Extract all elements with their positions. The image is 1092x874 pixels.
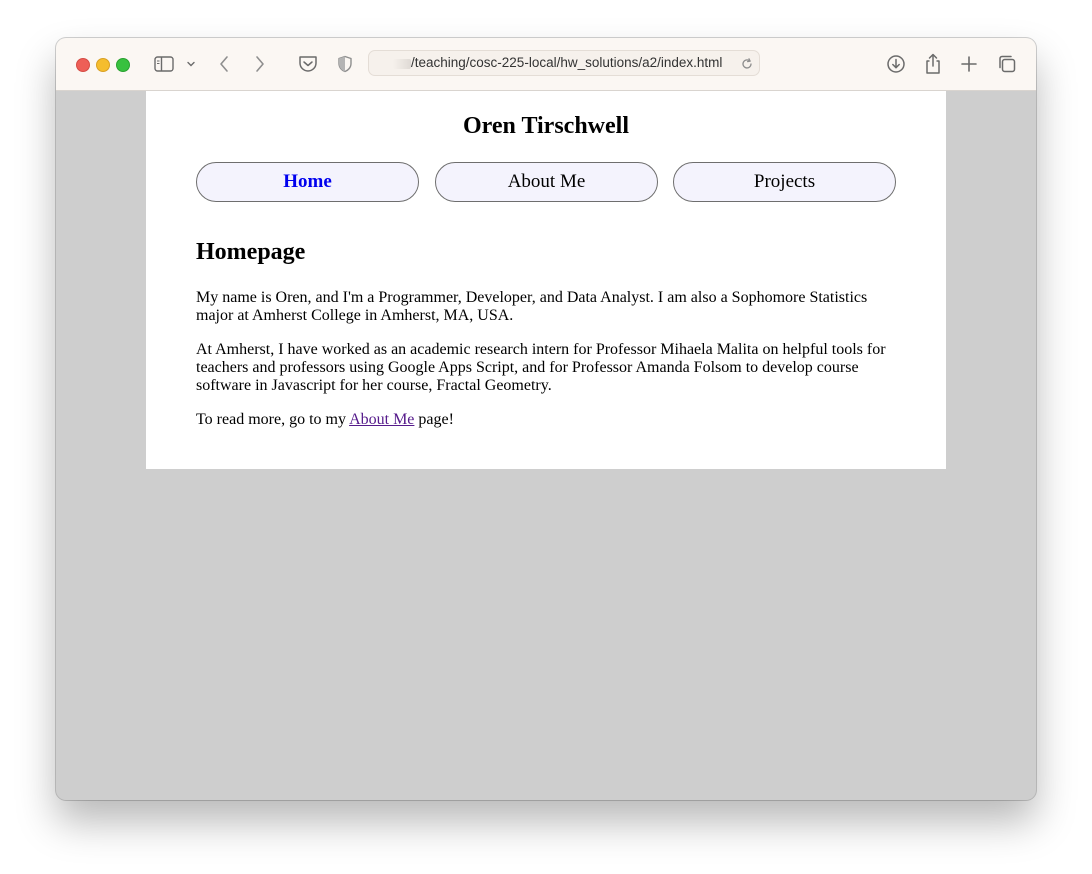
browser-toolbar — [56, 38, 1036, 91]
minimize-window-button[interactable] — [96, 58, 110, 72]
about-me-link[interactable]: About Me — [349, 411, 415, 428]
close-window-button[interactable] — [76, 58, 90, 72]
download-icon[interactable] — [885, 52, 907, 76]
nav-about-button[interactable]: About Me — [435, 162, 658, 202]
pocket-icon[interactable] — [296, 52, 320, 76]
page-heading: Homepage — [196, 239, 306, 265]
url-text: /teaching/cosc-225-local/hw_solutions/a2/index.html — [411, 55, 723, 70]
read-more-suffix: page! — [414, 411, 454, 428]
tab-overview-icon[interactable] — [996, 52, 1018, 76]
read-more-prefix: To read more, go to my — [196, 411, 350, 428]
nav-projects-button[interactable]: Projects — [673, 162, 896, 202]
back-arrow-icon[interactable] — [214, 52, 234, 76]
nav-home-button[interactable]: Home — [196, 162, 419, 202]
intro-paragraph: My name is Oren, and I'm a Programmer, Developer, and Data Analyst. I am also a Sophomore Statistics major at Amherst College in Amherst, MA, USA. — [196, 289, 868, 324]
site-title: Oren Tirschwell — [462, 113, 629, 139]
browser-window — [56, 38, 1036, 800]
reload-icon[interactable] — [741, 57, 753, 75]
share-icon[interactable] — [922, 52, 944, 76]
research-paragraph: At Amherst, I have worked as an academic research intern for Professor Mihaela Malita on helpful tools for teachers and professors using Google Apps Script, and for Professor Amanda Folsom to develop course software in Javascript for her course, Fractal Geometry. — [196, 341, 886, 394]
address-bar[interactable] — [368, 50, 760, 76]
forward-arrow-icon[interactable] — [250, 52, 270, 76]
shield-icon[interactable] — [335, 52, 355, 76]
maximize-window-button[interactable] — [116, 58, 130, 72]
page-content — [146, 91, 946, 469]
url-host-fade — [393, 59, 411, 69]
plus-icon[interactable] — [958, 52, 980, 76]
sidebar-icon[interactable] — [152, 52, 176, 76]
read-more-paragraph — [196, 411, 886, 429]
chevron-down-icon[interactable] — [184, 52, 198, 76]
